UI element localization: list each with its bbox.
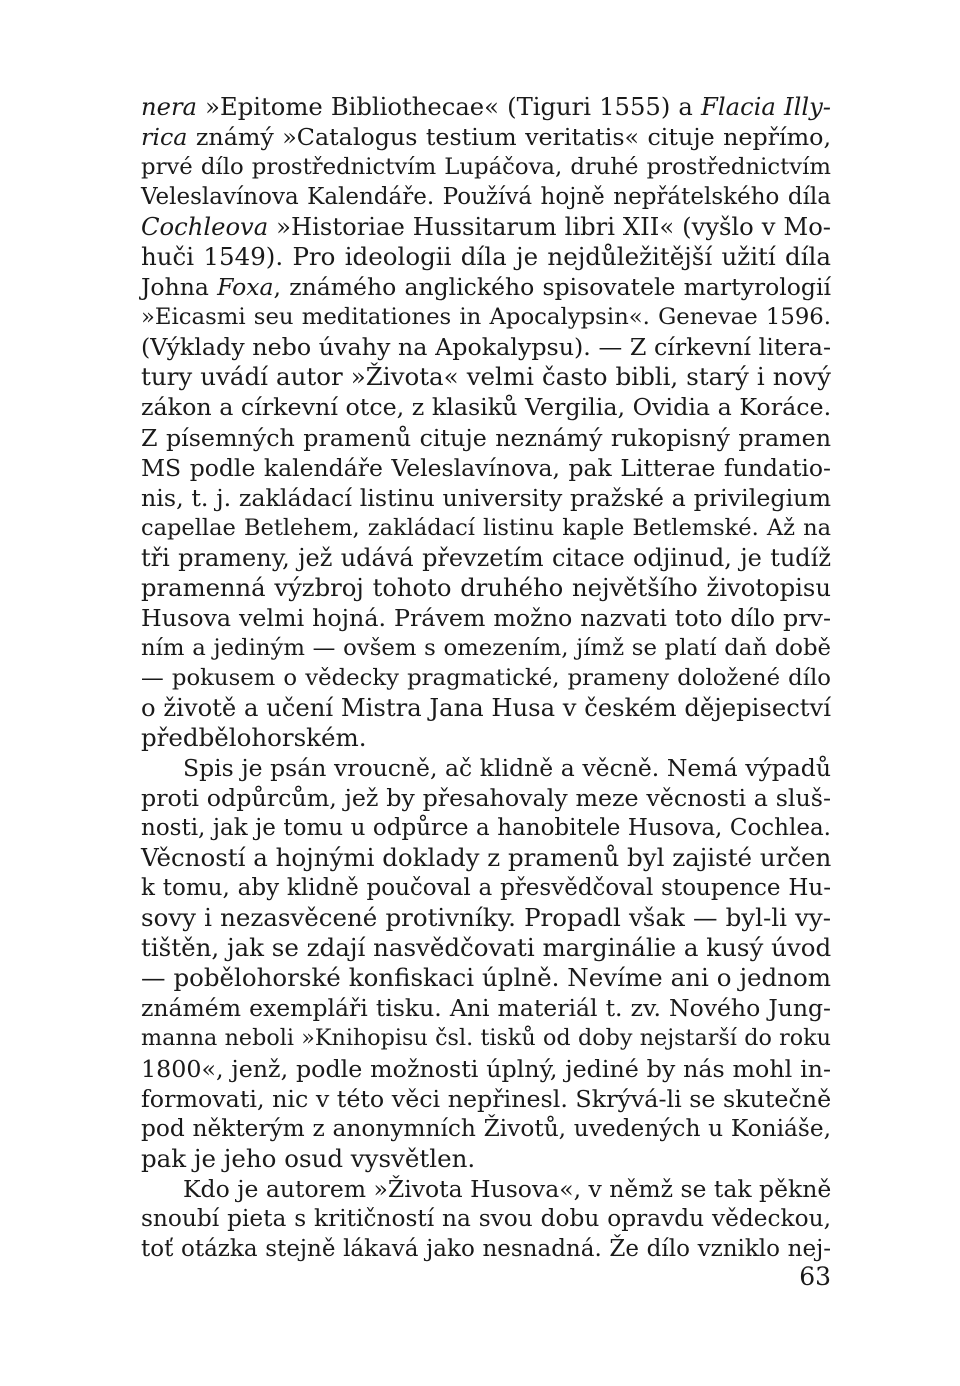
text-line xyxy=(141,392,831,422)
text-segment: tři prameny, jež udává převzetím citace odjinud, je tudíž xyxy=(141,543,831,572)
text-segment: Veleslavínova Kalendáře. Používá hojně nepřátelského díla xyxy=(141,184,831,211)
text-line xyxy=(141,1084,831,1114)
text-line xyxy=(141,1054,831,1084)
text-line xyxy=(141,513,831,543)
text-line xyxy=(141,212,831,242)
text-segment: prvé dílo prostřednictvím Lupáčova, druhé prostřednictvím xyxy=(141,154,831,181)
text-line xyxy=(141,242,831,272)
text-segment: capellae Betlehem, zakládací listinu kaple Betlemské. Až na xyxy=(141,514,831,541)
text-line xyxy=(141,993,831,1023)
text-segment: zákon a církevní otce, z klasiků Vergilia, Ovidia a Koráce. xyxy=(141,393,832,422)
text-segment: pramenná výzbroj tohoto druhého největšího životopisu xyxy=(141,572,831,602)
text-segment: nosti, jak je tomu u odpůrce a hanobitele Husova, Cochlea. xyxy=(141,815,831,842)
text-line xyxy=(141,543,831,573)
text-line xyxy=(141,723,831,753)
italic-name: rica xyxy=(141,123,188,152)
text-line xyxy=(141,843,831,873)
text-segment: tury uvádí autor »Života« velmi často bibli, starý i nový xyxy=(141,362,831,392)
text-line xyxy=(141,272,831,302)
text-line xyxy=(141,483,831,513)
text-line xyxy=(141,122,831,152)
text-line xyxy=(141,963,831,993)
text-line xyxy=(141,1174,831,1204)
text-segment: sovy i nezasvěcené protivníky. Propadl však — byl-li vy- xyxy=(141,903,831,933)
text-line xyxy=(141,423,831,453)
text-segment: pak je jeho osud vysvětlen. xyxy=(141,1143,476,1173)
italic-name: Cochleova xyxy=(141,212,269,242)
text-segment: manna neboli »Knihopisu čsl. tisků od doby nejstarší do roku xyxy=(141,1025,831,1052)
text-segment: pod některým z anonymních Životů, uvedených u Koniáše, xyxy=(141,1114,831,1142)
text-segment: huči 1549). Pro ideologii díla je nejdůležitější užití díla xyxy=(141,242,831,272)
text-line xyxy=(141,302,831,332)
text-line xyxy=(141,663,831,693)
text-segment: předbělohorském. xyxy=(141,722,367,752)
text-segment: 1800«, jenž, podle možnosti úplný, jediné by nás mohl in- xyxy=(141,1054,831,1083)
text-line xyxy=(141,332,831,362)
text-line xyxy=(141,603,831,633)
text-segment: — pobělohorské konfiskaci úplně. Nevíme ani o jednom xyxy=(141,963,831,993)
text-line xyxy=(141,783,831,813)
text-segment: »Eicasmi seu meditationes in Apocalypsin«. Genevae 1596. xyxy=(141,304,831,331)
text-line xyxy=(141,152,831,182)
text-line xyxy=(141,1144,831,1174)
text-line xyxy=(141,1114,831,1144)
text-line xyxy=(141,453,831,483)
text-segment: Věcností a hojnými doklady z pramenů byl zajisté určen xyxy=(141,843,832,873)
text-segment: k tomu, aby klidně poučoval a přesvědčoval stoupence Hu- xyxy=(141,875,831,902)
text-segment: »Epitome Bibliothecae« (Tiguri 1555) a xyxy=(197,92,702,121)
text-segment: ním a jediným — ovšem s omezením, jímž se platí daň době xyxy=(141,634,831,661)
text-line xyxy=(141,693,831,723)
text-segment: Husova velmi hojná. Právem možno nazvati toto dílo prv- xyxy=(141,603,831,632)
text-line xyxy=(141,873,831,903)
text-line xyxy=(141,182,831,212)
text-segment: Kdo je autorem »Života Husova«, v němž se tak pěkně xyxy=(183,1174,832,1203)
text-line xyxy=(141,1023,831,1053)
text-segment: nis, t. j. zakládací listinu university pražské a privilegium xyxy=(141,483,831,512)
text-segment: , známého anglického spisovatele martyrologií xyxy=(273,273,831,302)
text-segment: známý »Catalogus testium veritatis« cituje nepřímo, xyxy=(187,123,831,152)
text-segment: Spis je psán vroucně, ač klidně a věcně. Nemá výpadů xyxy=(183,754,831,783)
body-text xyxy=(141,92,831,1264)
text-segment: formovati, nic v této věci nepřinesl. Skrývá-li se skutečně xyxy=(141,1084,832,1113)
text-segment: »Historiae Hussitarum libri XII« (vyšlo v Mo- xyxy=(268,212,831,242)
text-segment: o životě a učení Mistra Jana Husa v českém dějepisectví xyxy=(141,692,831,722)
text-segment: známém exempláři tisku. Ani materiál t. zv. Nového Jung- xyxy=(141,994,831,1023)
page-number: 63 xyxy=(799,1262,831,1291)
text-line xyxy=(141,903,831,933)
text-segment: snoubí pieta s kritičností na svou dobu opravdu vědeckou, xyxy=(141,1204,831,1232)
text-segment: (Výklady nebo úvahy na Apokalypsu). — Z církevní litera- xyxy=(141,333,831,362)
text-line xyxy=(141,633,831,663)
text-line xyxy=(141,1234,831,1264)
text-segment: MS podle kalendáře Veleslavínova, pak Litterae fundatio- xyxy=(141,453,831,482)
text-segment: Z písemných pramenů cituje neznámý rukopisný pramen xyxy=(141,423,831,452)
text-segment: Johna xyxy=(141,273,218,302)
text-line xyxy=(141,573,831,603)
italic-name: nera xyxy=(141,92,198,121)
italic-name: Flacia Illy- xyxy=(701,92,831,121)
text-line xyxy=(141,1204,831,1234)
text-segment: proti odpůrcům, jež by přesahovaly meze věcnosti a sluš- xyxy=(141,784,831,813)
text-line xyxy=(141,753,831,783)
text-segment: tištěn, jak se zdají nasvědčovati marginálie a kusý úvod xyxy=(141,933,832,963)
text-line xyxy=(141,813,831,843)
italic-name: Foxa xyxy=(217,273,274,302)
text-segment: — pokusem o vědecky pragmatické, prameny doložené dílo xyxy=(141,664,831,691)
text-segment: toť otázka stejně lákavá jako nesnadná. Že dílo vzniklo nej- xyxy=(141,1235,831,1262)
text-line xyxy=(141,933,831,963)
text-line xyxy=(141,362,831,392)
text-line xyxy=(141,92,831,122)
